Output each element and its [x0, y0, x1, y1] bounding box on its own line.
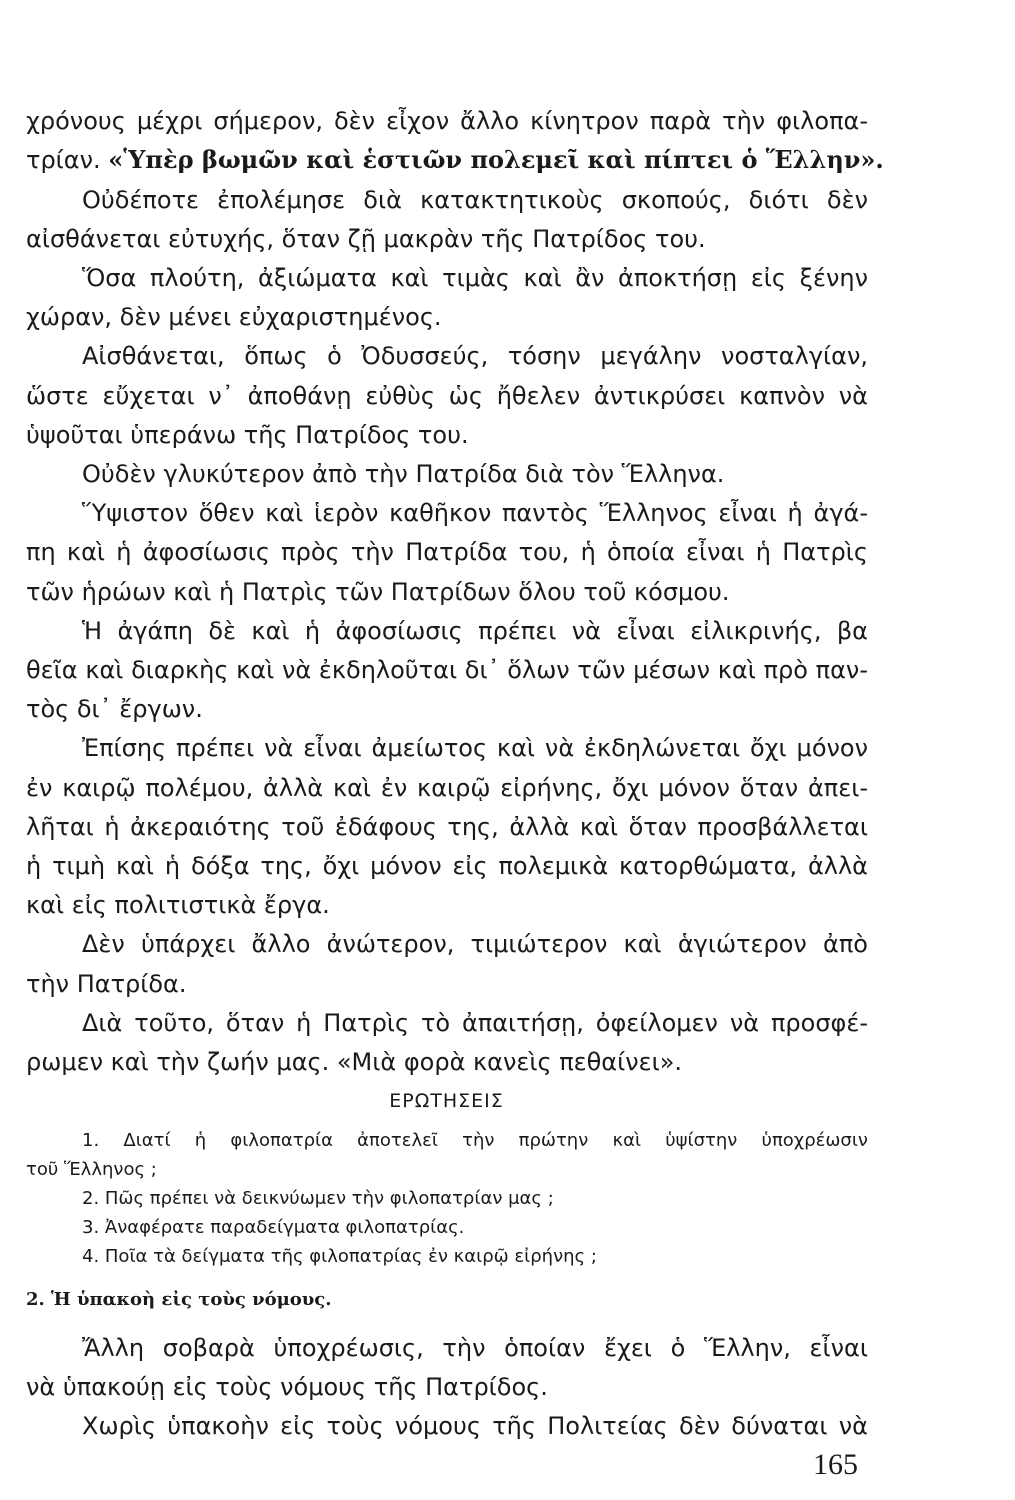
- quote-bold: «Ὑπὲρ βωμῶν καὶ ἑστιῶν πολεμεῖ καὶ πίπτει ὁ Ἕλλην».: [108, 145, 884, 174]
- page-number: 165: [813, 1448, 858, 1481]
- text-line: καὶ εἰς πολιτιστικὰ ἔργα.: [26, 891, 330, 919]
- text-line: ὑψοῦται ὑπεράνω τῆς Πατρίδος του.: [26, 421, 469, 449]
- text-line: Ὅσα πλούτη, ἀξιώματα καὶ τιμὰς καὶ ἂν ἀποκτήσῃ εἰς ξένην: [82, 264, 868, 292]
- text-fragment: τρίαν.: [26, 146, 109, 174]
- text-line: Αἰσθάνεται, ὅπως ὁ Ὀδυσσεύς, τόσην μεγάλην νοσταλγίαν,: [82, 342, 868, 370]
- text-line: πη καὶ ἡ ἀφοσίωσις πρὸς τὴν Πατρίδα του, ἡ ὁποία εἶναι ἡ Πατρὶς: [26, 538, 868, 566]
- text-line: τὸς δι᾽ ἔργων.: [26, 695, 203, 723]
- text-line: [26, 143, 884, 177]
- section-heading: 2. Ἡ ὑπακοὴ εἰς τοὺς νόμους.: [26, 1289, 332, 1310]
- text-line: ὥστε εὔχεται ν᾽ ἀποθάνῃ εὐθὺς ὡς ἤθελεν ἀντικρύσει καπνὸν νὰ: [26, 382, 868, 410]
- question-item: 4. Ποῖα τὰ δείγματα τῆς φιλοπατρίας ἐν καιρῷ εἰρήνης ;: [82, 1246, 597, 1267]
- questions-heading: ΕΡΩΤΗΣΕΙΣ: [389, 1090, 504, 1112]
- text-line: ἐν καιρῷ πολέμου, ἀλλὰ καὶ ἐν καιρῷ εἰρήνης, ὄχι μόνον ὅταν ἀπει-: [26, 774, 868, 802]
- question-item: 1. Διατί ἡ φιλοπατρία ἀποτελεῖ τὴν πρώτην καὶ ὑψίστην ὑποχρέωσιν: [82, 1130, 868, 1151]
- text-line: τὴν Πατρίδα.: [26, 970, 187, 998]
- text-line: Ἐπίσης πρέπει νὰ εἶναι ἀμείωτος καὶ νὰ ἐκδηλώνεται ὄχι μόνον: [82, 734, 868, 762]
- text-line: χρόνους μέχρι σήμερον, δὲν εἶχον ἄλλο κίνητρον παρὰ τὴν φιλοπα-: [26, 107, 868, 135]
- text-line: Ἡ ἀγάπη δὲ καὶ ἡ ἀφοσίωσις πρέπει νὰ εἶναι εἰλικρινής, βα: [82, 617, 868, 645]
- text-line: αἰσθάνεται εὐτυχής, ὅταν ζῇ μακρὰν τῆς Πατρίδος του.: [26, 225, 706, 253]
- text-line: Χωρὶς ὑπακοὴν εἰς τοὺς νόμους τῆς Πολιτείας δὲν δύναται νὰ: [82, 1412, 868, 1440]
- text-line: λῆται ἡ ἀκεραιότης τοῦ ἐδάφους της, ἀλλὰ καὶ ὅταν προσβάλλεται: [26, 813, 868, 841]
- text-line: Διὰ τοῦτο, ὅταν ἡ Πατρὶς τὸ ἀπαιτήσῃ, ὀφείλομεν νὰ προσφέ-: [82, 1009, 868, 1037]
- text-line: Οὐδὲν γλυκύτερον ἀπὸ τὴν Πατρίδα διὰ τὸν Ἕλληνα.: [82, 460, 725, 488]
- text-line: Ὕψιστον ὅθεν καὶ ἱερὸν καθῆκον παντὸς Ἕλληνος εἶναι ἡ ἀγά-: [82, 499, 868, 527]
- text-line: θεῖα καὶ διαρκὴς καὶ νὰ ἐκδηλοῦται δι᾽ ὅλων τῶν μέσων καὶ πρὸ παν-: [26, 656, 868, 684]
- text-line: χώραν, δὲν μένει εὐχαριστημένος.: [26, 303, 442, 331]
- question-item: 3. Ἀναφέρατε παραδείγματα φιλοπατρίας.: [82, 1217, 465, 1238]
- text-line: Ἄλλη σοβαρὰ ὑποχρέωσις, τὴν ὁποίαν ἔχει ὁ Ἕλλην, εἶναι: [82, 1334, 868, 1362]
- text-line: Δὲν ὑπάρχει ἄλλο ἀνώτερον, τιμιώτερον καὶ ἁγιώτερον ἀπὸ: [82, 930, 868, 958]
- question-item: τοῦ Ἕλληνος ;: [26, 1159, 157, 1180]
- question-item: 2. Πῶς πρέπει νὰ δεικνύωμεν τὴν φιλοπατρίαν μας ;: [82, 1188, 554, 1209]
- text-line: ἡ τιμὴ καὶ ἡ δόξα της, ὄχι μόνον εἰς πολεμικὰ κατορθώματα, ἀλλὰ: [26, 852, 868, 880]
- text-line: τῶν ἡρώων καὶ ἡ Πατρὶς τῶν Πατρίδων ὅλου τοῦ κόσμου.: [26, 578, 730, 606]
- text-line: νὰ ὑπακούῃ εἰς τοὺς νόμους τῆς Πατρίδος.: [26, 1373, 548, 1401]
- text-line: Οὐδέποτε ἐπολέμησε διὰ κατακτητικοὺς σκοπούς, διότι δὲν: [82, 186, 868, 214]
- text-line: ρωμεν καὶ τὴν ζωήν μας. «Μιὰ φορὰ κανεὶς πεθαίνει».: [26, 1048, 683, 1076]
